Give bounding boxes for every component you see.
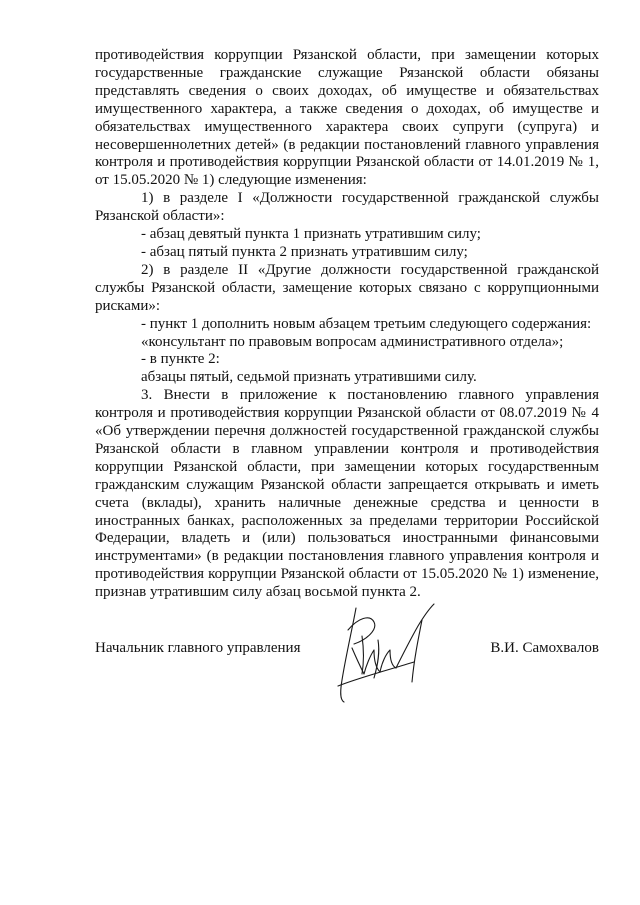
paragraph-subitem: абзацы пятый, седьмой признать утратившими силу. [141,369,477,386]
paragraph-item-1: 1) в разделе I «Должности государственной гражданской службы Рязанской области»: [95,190,599,225]
paragraph-subitem: - пункт 1 дополнить новым абзацем третьим следующего содержания: [141,315,592,332]
paragraph-item-2: 2) в разделе II «Другие должности государственной гражданской службы Рязанской области, замещение которых связано с коррупционными рисками»: [95,261,599,314]
paragraph-subitem: - в пункте 2: [141,351,220,368]
paragraph-subitem: - абзац пятый пункта 2 признать утратившим силу; [141,243,468,260]
signer-name: В.И. Самохвалов [490,640,599,656]
document-body [95,47,599,602]
paragraph-quote: «консультант по правовым вопросам административного отдела»; [141,333,564,350]
signer-title: Начальник главного управления [95,640,301,656]
handwritten-signature [318,600,448,705]
paragraph-subitem: - абзац девятый пункта 1 признать утратившим силу; [141,226,481,243]
paragraph-continuation: противодействия коррупции Рязанской области, при замещении которых государственные гражданские служащие Рязанской области обязаны представлять сведения о своих доходах, об имуществе и обязательствах имущественного характера, а также сведения о доходах, об имуществе и обязательствах имущественного характера своих супруги (супруга) и несовершеннолетних детей» (в редакции постановлений главного управления контроля и противодействия коррупции Рязанской области от 14.01.2019 № 1, от 15.05.2020 № 1) следующие изменения: [95,47,599,189]
paragraph-item-3: 3. Внести в приложение к постановлению главного управления контроля и противодействия коррупции Рязанской области от 08.07.2019 № 4 «Об утверждении перечня должностей государственной гражданской службы Рязанской области в главном управлении контроля и противодействия коррупции Рязанской области, при замещении которых государственным гражданским служащим Рязанской области запрещается открывать и иметь счета (вклады), хранить наличные денежные средства и ценности в иностранных банках, расположенных за пределами территории Российской Федерации, владеть и (или) пользоваться иностранными финансовыми инструментами» (в редакции постановления главного управления контроля и противодействия коррупции Рязанской области от 15.05.2020 № 1) изменение, признав утратившим силу абзац восьмой пункта 2. [95,387,599,601]
